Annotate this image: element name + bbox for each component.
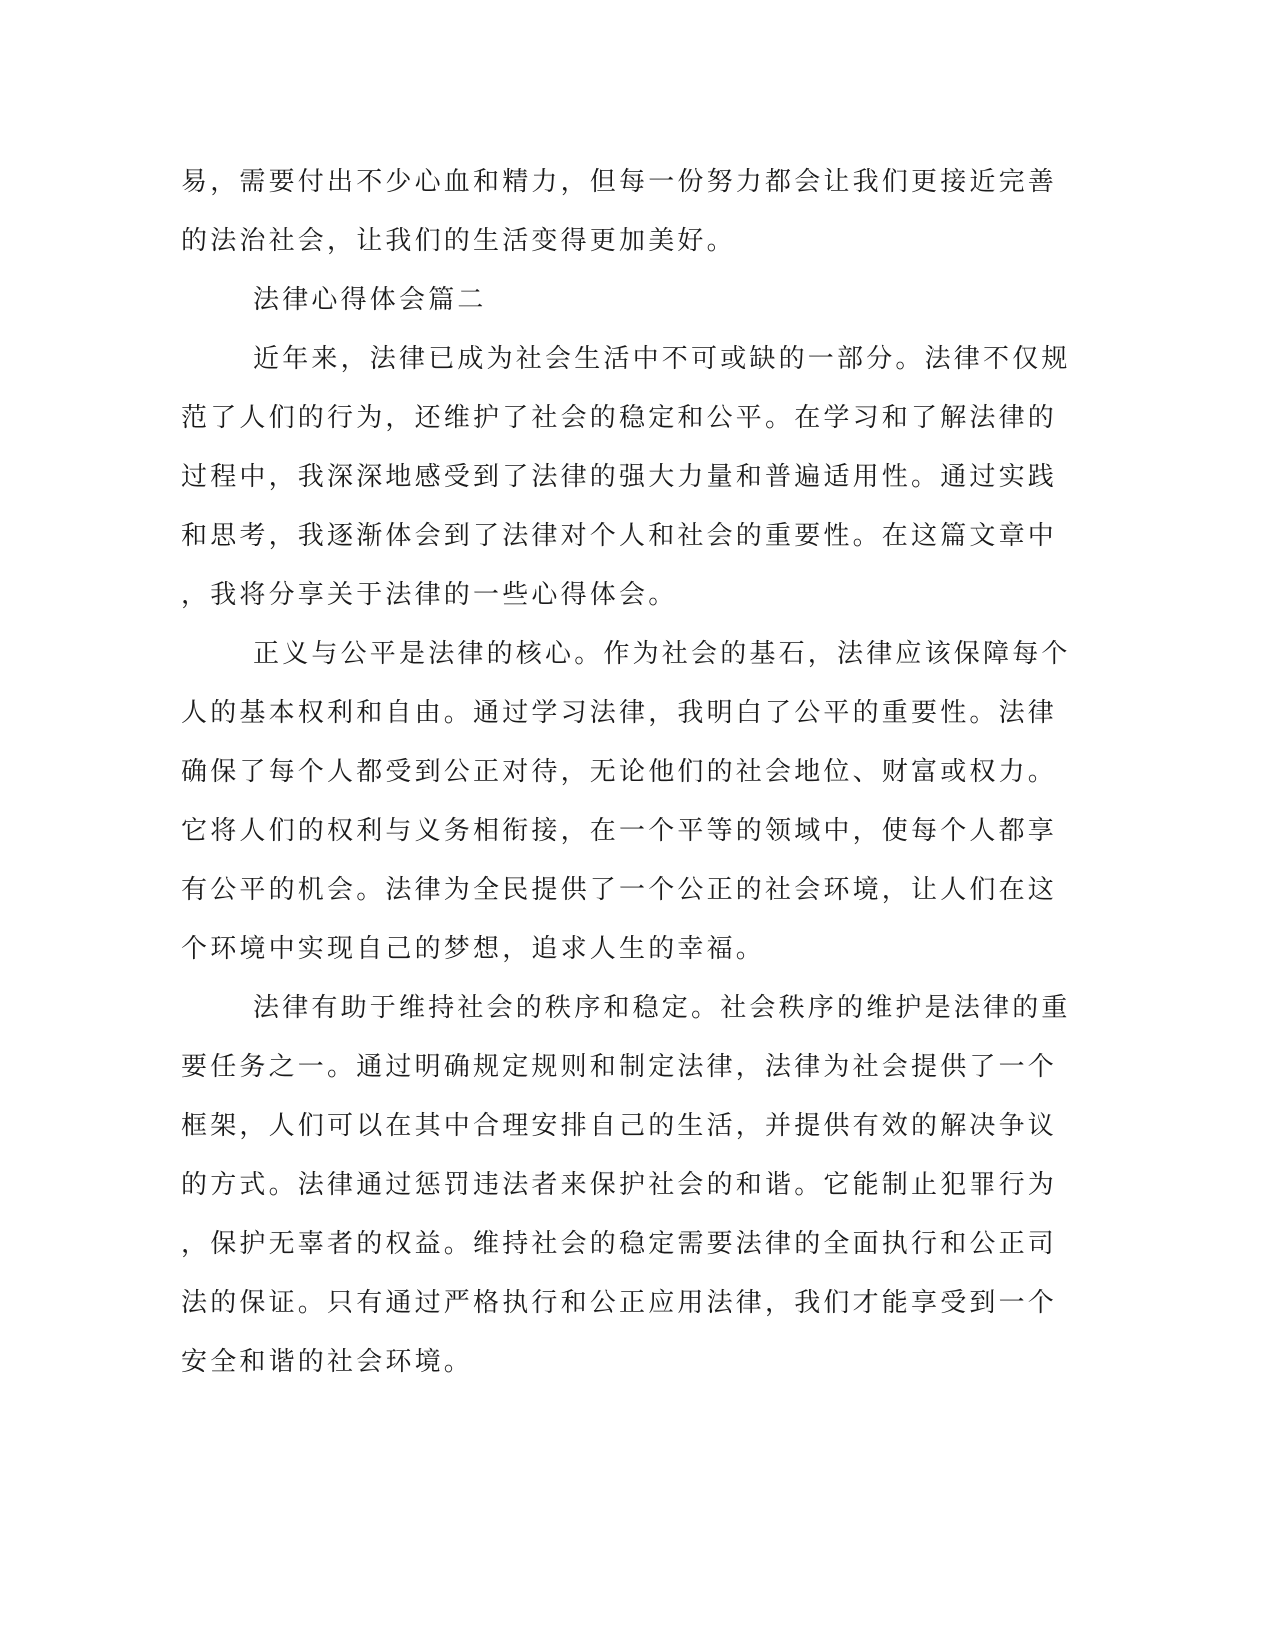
text-line: 框架，人们可以在其中合理安排自己的生活，并提供有效的解决争议 xyxy=(181,1111,1058,1141)
text-line: 要任务之一。通过明确规定规则和制定法律，法律为社会提供了一个 xyxy=(181,1052,1058,1082)
text-line: 正义与公平是法律的核心。作为社会的基石，法律应该保障每个 xyxy=(253,639,1071,669)
text-line: 法的保证。只有通过严格执行和公正应用法律，我们才能享受到一个 xyxy=(181,1288,1058,1318)
text-line: ，我将分享关于法律的一些心得体会。 xyxy=(181,580,678,610)
text-line: 确保了每个人都受到公正对待，无论他们的社会地位、财富或权力。 xyxy=(181,757,1058,787)
text-line: 范了人们的行为，还维护了社会的稳定和公平。在学习和了解法律的 xyxy=(181,403,1058,433)
text-line: ，保护无辜者的权益。维持社会的稳定需要法律的全面执行和公正司 xyxy=(181,1229,1058,1259)
text-line: 安全和谐的社会环境。 xyxy=(181,1347,474,1377)
section-heading: 法律心得体会篇二 xyxy=(253,285,487,315)
text-line: 个环境中实现自己的梦想，追求人生的幸福。 xyxy=(181,934,766,964)
text-line: 它将人们的权利与义务相衔接，在一个平等的领域中，使每个人都享 xyxy=(181,816,1058,846)
text-line: 有公平的机会。法律为全民提供了一个公正的社会环境，让人们在这 xyxy=(181,875,1058,905)
text-line: 的法治社会，让我们的生活变得更加美好。 xyxy=(181,226,736,256)
text-line: 的方式。法律通过惩罚违法者来保护社会的和谐。它能制止犯罪行为 xyxy=(181,1170,1058,1200)
text-line: 易，需要付出不少心血和精力，但每一份努力都会让我们更接近完善 xyxy=(181,167,1058,197)
text-line: 和思考，我逐渐体会到了法律对个人和社会的重要性。在这篇文章中 xyxy=(181,521,1058,551)
text-line: 过程中，我深深地感受到了法律的强大力量和普遍适用性。通过实践 xyxy=(181,462,1058,492)
text-line: 法律有助于维持社会的秩序和稳定。社会秩序的维护是法律的重 xyxy=(253,993,1071,1023)
text-line: 人的基本权利和自由。通过学习法律，我明白了公平的重要性。法律 xyxy=(181,698,1058,728)
text-line: 近年来，法律已成为社会生活中不可或缺的一部分。法律不仅规 xyxy=(253,344,1071,374)
